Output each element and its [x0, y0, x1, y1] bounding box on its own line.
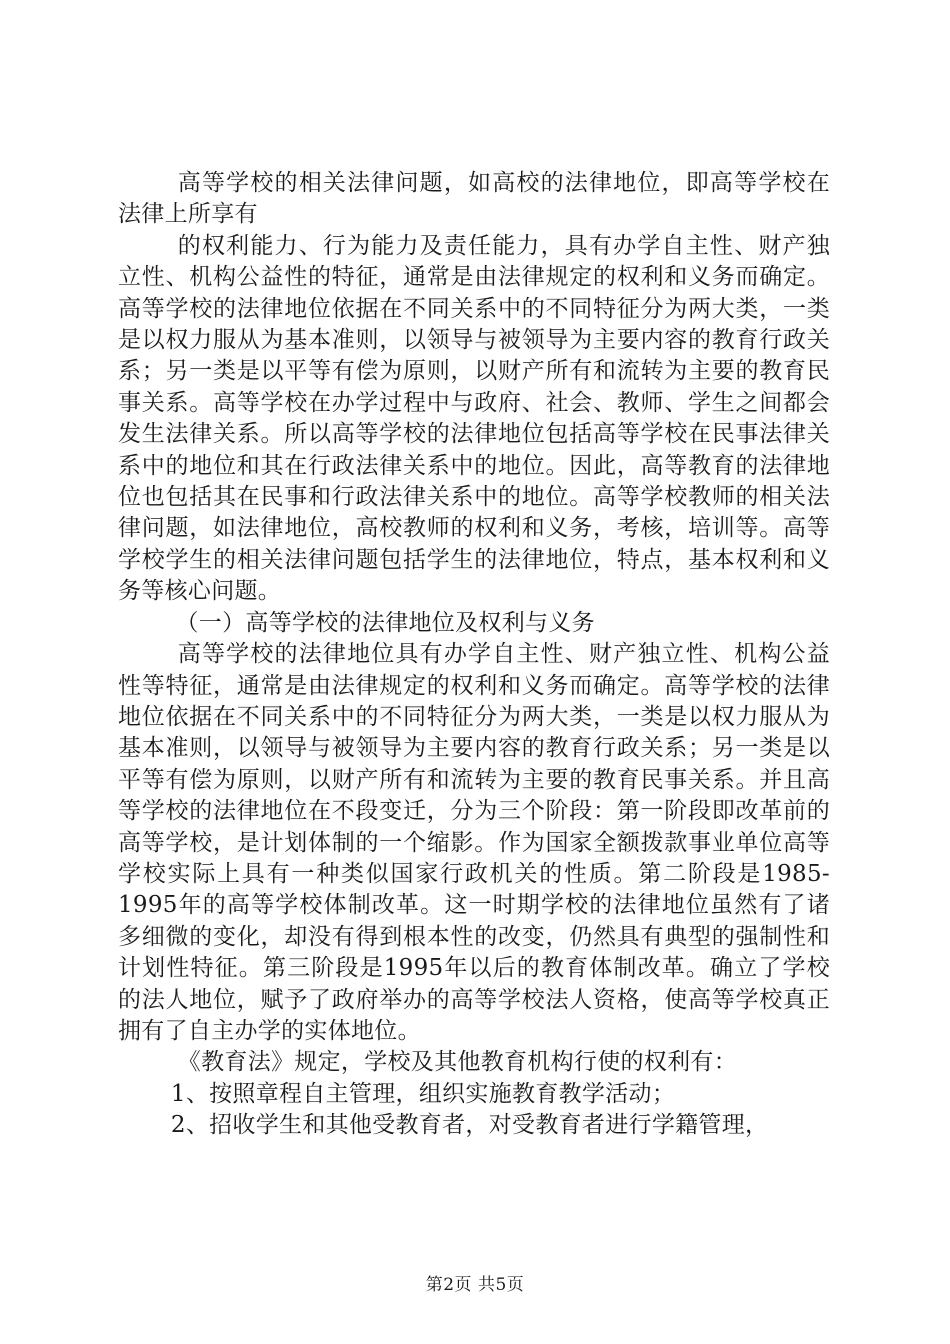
paragraph-stages: 高等学校的法律地位具有办学自主性、财产独立性、机构公益性等特征，通常是由法律规定的权利和义务而确定。高等学校的法律地位依据在不同关系中的不同特征分为两大类，一类是以权力服从为基本准则，以领导与被领导为主要内容的教育行政关系；另一类是以平等有偿为原则，以财产所有和流转为主要的教育民事关系。并且高等学校的法律地位在不段变迁，分为三个阶段：第一阶段即改革前的高等学校，是计划体制的一个缩影。作为国家全额拨款事业单位高等学校实际上具有一种类似国家行政机关的性质。第二阶段是1985-1995年的高等学校体制改革。这一时期学校的法律地位虽然有了诸多细微的变化，却没有得到根本性的改变，仍然具有典型的强制性和计划性特征。第三阶段是1995年以后的教育体制改革。确立了学校的法人地位，赋予了政府举办的高等学校法人资格，使高等学校真正拥有了自主办学的实体地位。: [118, 641, 830, 1044]
document-body: [118, 168, 830, 1142]
list-item-2: 2、招收学生和其他受教育者，对受教育者进行学籍管理，: [170, 1112, 769, 1139]
paragraph-intro: 高等学校的相关法律问题，如高校的法律地位，即高等学校在法律上所享有: [118, 170, 830, 228]
paragraph-education-law: 《教育法》规定，学校及其他教育机构行使的权利有：: [177, 1049, 737, 1076]
list-item-1: 1、按照章程自主管理，组织实施教育教学活动；: [170, 1080, 676, 1107]
page-number-footer: 第2页 共5页: [425, 1275, 525, 1295]
paragraph-legal-status: 的权利能力、行为能力及责任能力，具有办学自主性、财产独立性、机构公益性的特征，通常是由法律规定的权利和义务而确定。高等学校的法律地位依据在不同关系中的不同特征分为两大类，一类是以权力服从为基本准则，以领导与被领导为主要内容的教育行政关系；另一类是以平等有偿为原则，以财产所有和流转为主要的教育民事关系。高等学校在办学过程中与政府、社会、教师、学生之间都会发生法律关系。所以高等学校的法律地位包括高等学校在民事法律关系中的地位和其在行政法律关系中的地位。因此，高等教育的法律地位也包括其在民事和行政法律关系中的地位。高等学校教师的相关法律问题，如法律地位，高校教师的权利和义务，考核，培训等。高等学校学生的相关法律问题包括学生的法律地位，特点，基本权利和义务等核心问题。: [118, 232, 830, 605]
section-heading: （一）高等学校的法律地位及权利与义务: [175, 609, 595, 636]
